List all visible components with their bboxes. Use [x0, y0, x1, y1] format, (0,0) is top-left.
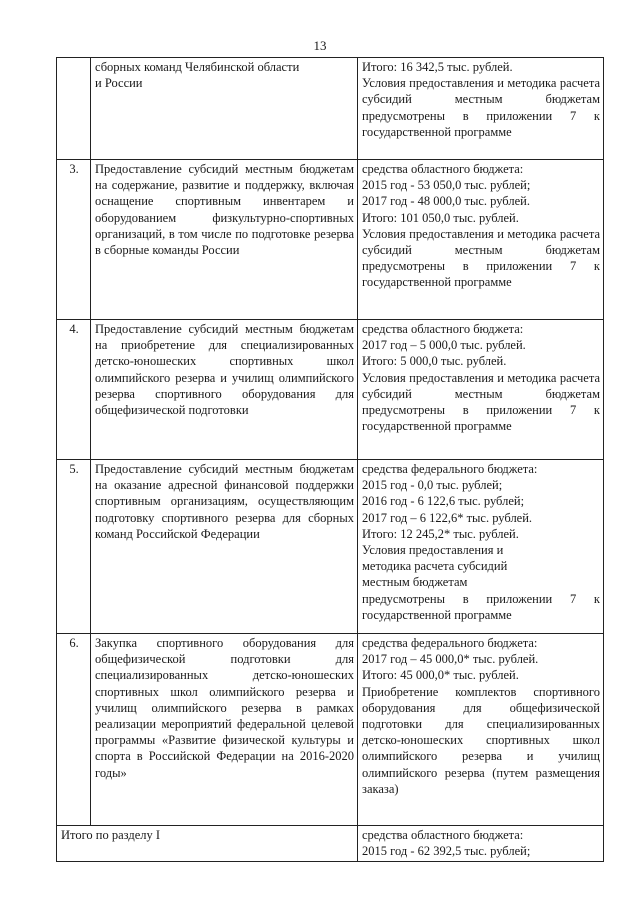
row-number — [57, 58, 91, 160]
table-row — [57, 58, 604, 160]
measure-description: Закупка спортивного оборудования для общефизической подготовки для специализированных детско-юношеских спортивных школ олимпийского резерва и училищ олимпийского резерва в рамках реализации мероприятий федеральной целевой программы «Развитие физической культуры и спорта в Российской Федерации на 2016-2020 годы» — [91, 634, 358, 826]
measure-description: Предоставление субсидий местным бюджетам на содержание, развитие и поддержку, включая оснащение спортивным инвентарем и оборудованием физкультурно-спортивных организаций, в том числе по подготовке резерва в сборные команды России — [91, 160, 358, 320]
funding-details: средства федерального бюджета: 2017 год – 45 000,0* тыс. рублей. Итого: 45 000,0* тыс. рублей. Приобретение комплектов спортивного оборудования для общефизической подготовки для специализированных детско-юношеских спортивных школ олимпийского резерва и училищ олимпийского резерва (путем размещения заказа) — [358, 634, 604, 826]
measure-description: сборных команд Челябинской области и России — [91, 58, 358, 160]
measure-description: Предоставление субсидий местным бюджетам на оказание адресной финансовой поддержки спортивным организациям, осуществляющим подготовку спортивного резерва для сборных команд Российской Федерации — [91, 460, 358, 634]
row-number: 3. — [57, 160, 91, 320]
row-number: 6. — [57, 634, 91, 826]
funding-details: средства областного бюджета: 2017 год – 5 000,0 тыс. рублей. Итого: 5 000,0 тыс. рублей. Условия предоставления и методика расчета субсидий местным бюджетам предусмотрены в приложении 7 к государственной программе — [358, 320, 604, 460]
funding-details: средства федерального бюджета: 2015 год - 0,0 тыс. рублей; 2016 год - 6 122,6 тыс. рублей; 2017 год – 6 122,6* тыс. рублей. Итого: 12 245,2* тыс. рублей. Условия предоставления и методика расчета субсидий местным бюджетам предусмотрены в приложении 7 к государственной программе — [358, 460, 604, 634]
table-row — [57, 320, 604, 460]
total-label: Итого по разделу I — [57, 826, 358, 862]
funding-details: средства областного бюджета: 2015 год - 53 050,0 тыс. рублей; 2017 год - 48 000,0 тыс. рублей. Итого: 101 050,0 тыс. рублей. Условия предоставления и методика расчета субсидий местным бюджетам предусмотрены в приложении 7 к государственной программе — [358, 160, 604, 320]
total-row — [57, 826, 604, 862]
total-funding: средства областного бюджета: 2015 год - 62 392,5 тыс. рублей; — [358, 826, 604, 862]
measure-description: Предоставление субсидий местным бюджетам на приобретение для специализированных детско-юношеских спортивных школ олимпийского резерва и училищ олимпийского резерва спортивного оборудования для общефизической подготовки — [91, 320, 358, 460]
table-row — [57, 160, 604, 320]
row-number: 5. — [57, 460, 91, 634]
row-number: 4. — [57, 320, 91, 460]
funding-details: Итого: 16 342,5 тыс. рублей. Условия предоставления и методика расчета субсидий местным бюджетам предусмотрены в приложении 7 к государственной программе — [358, 58, 604, 160]
page-number: 13 — [313, 38, 327, 53]
measures-table — [56, 57, 604, 862]
table-row — [57, 634, 604, 826]
table-row — [57, 460, 604, 634]
